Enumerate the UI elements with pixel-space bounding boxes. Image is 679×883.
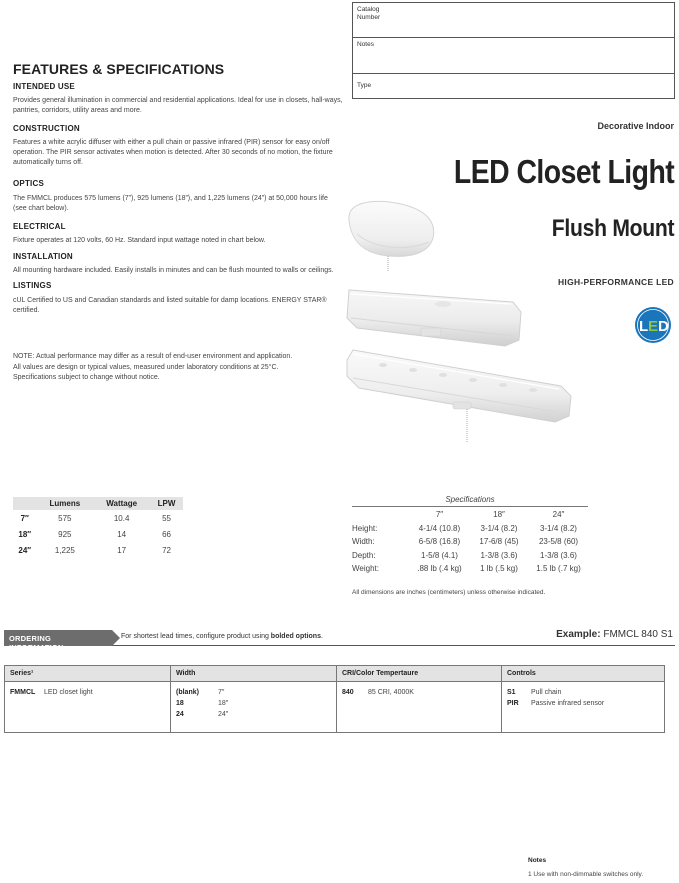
list-item <box>507 698 659 709</box>
section-text-intended-use: Provides general illumination in commercial and residential applications. Ideal for use in closets, hall-ways, pantries, corridors, utility areas and more. <box>13 97 343 114</box>
type-field[interactable] <box>353 74 674 100</box>
specifications-table <box>350 508 590 576</box>
section-heading-electrical: ELECTRICAL <box>13 222 66 231</box>
option-desc: Passive infrared sensor <box>531 700 605 707</box>
spec-header-cell: 24″ <box>552 510 565 520</box>
option-code: FMMCL <box>10 689 36 696</box>
led-logo-icon <box>634 306 672 344</box>
ordering-desc-prefix: For shortest lead times, configure product using <box>121 633 271 640</box>
table-cell: 66 <box>162 529 172 539</box>
table-cell: 24″ <box>18 545 32 555</box>
section-heading-listings: LISTINGS <box>13 281 52 290</box>
type-label: Type <box>357 82 372 89</box>
table-row <box>350 549 590 563</box>
svg-text:L: L <box>639 318 649 335</box>
ordering-column-width <box>171 666 337 732</box>
option-code: 840 <box>342 689 354 696</box>
specifications-caption: Specifications <box>445 495 495 504</box>
ordering-table <box>4 665 665 733</box>
option-code: 24 <box>176 711 184 718</box>
table-cell: 575 <box>58 513 72 523</box>
table-cell: 6-5/8 (16.8) <box>418 537 461 547</box>
table-cell: 1-5/8 (4.1) <box>421 550 458 560</box>
table-row <box>350 535 590 549</box>
ordering-desc-suffix: . <box>320 633 323 640</box>
list-item <box>176 709 331 720</box>
product-image <box>343 190 583 450</box>
section-text-listings: cUL Certified to US and Canadian standards and listed suitable for damp locations. ENERGY STAR® certified. <box>13 297 327 314</box>
table-cell: 3-1/4 (8.2) <box>480 523 518 533</box>
lumens-header-cell <box>13 497 37 510</box>
table-row <box>13 542 183 558</box>
ordering-example <box>556 629 673 640</box>
lumens-table <box>13 497 183 558</box>
table-cell: 1.5 lb (.7 kg) <box>536 564 581 574</box>
column-header: CRI/Color Tempertaure <box>337 666 501 682</box>
table-cell: 4-1/4 (10.8) <box>418 523 461 533</box>
spec-header-cell: 7″ <box>435 510 444 520</box>
option-desc: 24″ <box>218 711 229 718</box>
column-header: Controls <box>502 666 664 682</box>
option-desc: LED closet light <box>44 689 93 696</box>
list-item <box>507 687 659 698</box>
table-cell: Weight: <box>352 564 379 574</box>
table-cell: 18″ <box>18 529 32 539</box>
table-cell: 3-1/4 (8.2) <box>540 523 577 533</box>
ordering-column-series <box>5 666 171 732</box>
table-cell: 1-3/8 (3.6) <box>480 550 518 560</box>
lumens-header-cell: Wattage <box>93 497 150 510</box>
option-code: PIR <box>507 700 519 707</box>
column-header: Series¹ <box>5 666 170 682</box>
notes-label: Notes <box>357 41 374 48</box>
option-desc: 7″ <box>218 689 225 696</box>
dimensions-note: All dimensions are inches (centimeters) unless otherwise indicated. <box>352 589 546 596</box>
table-row <box>350 522 590 536</box>
lumens-header-cell: LPW <box>150 497 183 510</box>
note-line: NOTE: Actual performance may differ as a result of end-user environment and application. <box>13 353 293 360</box>
option-desc: Pull chain <box>531 689 562 696</box>
section-text-optics: The FMMCL produces 575 lumens (7”), 925 lumens (18”), and 1,225 lumens (24”) at 50,000 hours life (see chart below). <box>13 195 328 212</box>
option-code: (blank) <box>176 689 199 696</box>
ordering-desc-bold: bolded options <box>270 633 321 640</box>
option-code: S1 <box>507 689 516 696</box>
ordering-description <box>121 633 323 640</box>
ordering-column-controls <box>502 666 664 732</box>
table-cell: 14 <box>117 529 127 539</box>
product-subtitle: Flush Mount <box>551 215 674 242</box>
section-text-construction: Features a white acrylic diffuser with either a pull chain or passive infrared (PIR) sensor for easy on/off operation. The PIR sensor activates when motion is detected. After 30 seconds of no motion, the fixture automatically turns off. <box>13 139 333 166</box>
option-code: 18 <box>176 700 184 707</box>
table-cell: 72 <box>162 545 172 555</box>
footnote-item: 1 Use with non-dimmable switches only. <box>528 871 644 878</box>
table-cell: 10.4 <box>113 513 130 523</box>
table-row <box>13 526 183 542</box>
list-item <box>176 698 331 709</box>
spec-header-row <box>350 508 590 522</box>
svg-text:D: D <box>658 318 669 335</box>
table-cell: 1,225 <box>54 545 75 555</box>
section-heading-construction: CONSTRUCTION <box>13 124 80 133</box>
table-cell: .88 lb (.4 kg) <box>417 564 462 574</box>
table-cell: 925 <box>58 529 72 539</box>
column-header: Width <box>171 666 336 682</box>
ordering-column-cri <box>337 666 502 732</box>
features-title: FEATURES & SPECIFICATIONS <box>13 61 225 77</box>
table-cell: 17-6/8 (45) <box>479 537 519 547</box>
catalog-label: Catalog <box>357 6 380 13</box>
list-item <box>342 687 496 698</box>
note-line: Specifications subject to change without notice. <box>13 374 160 381</box>
table-cell: 1-3/8 (3.6) <box>540 550 577 560</box>
table-cell: 55 <box>162 513 172 523</box>
section-text-installation: All mounting hardware included. Easily installs in minutes and can be flush mounted to walls or ceilings. <box>13 267 334 274</box>
section-heading-installation: INSTALLATION <box>13 252 73 261</box>
example-label: Example: <box>556 629 601 640</box>
option-desc: 85 CRI, 4000K <box>368 689 414 696</box>
product-category: Decorative Indoor <box>597 121 674 131</box>
ordering-tab: ORDERING INFORMATION <box>4 630 112 646</box>
performance-note <box>13 352 343 384</box>
section-heading-intended-use: INTENDED USE <box>13 82 75 91</box>
example-value: FMMCL 840 S1 <box>603 629 673 640</box>
note-line: All values are design or typical values, measured under laboratory conditions at 25°C. <box>13 363 279 371</box>
lumens-header-cell: Lumens <box>37 497 94 510</box>
table-cell: 7″ <box>20 513 29 523</box>
table-cell: Width: <box>352 537 375 547</box>
list-item <box>176 687 331 698</box>
option-desc: 18″ <box>218 700 229 707</box>
lumens-table-header <box>13 497 183 510</box>
footnotes-heading: Notes <box>528 857 547 864</box>
table-row <box>350 562 590 576</box>
section-text-electrical: Fixture operates at 120 volts, 60 Hz. Standard input wattage noted in chart below. <box>13 237 266 244</box>
catalog-box <box>352 2 675 99</box>
svg-text:E: E <box>648 318 659 335</box>
table-cell: Height: <box>352 523 378 533</box>
product-tagline: HIGH-PERFORMANCE LED <box>557 277 674 287</box>
table-row <box>13 510 183 526</box>
section-heading-optics: OPTICS <box>13 179 44 188</box>
spec-header-cell: 18″ <box>493 510 505 520</box>
table-cell: 17 <box>117 545 127 555</box>
table-cell: Depth: <box>352 550 376 560</box>
number-label: Number <box>357 14 381 21</box>
catalog-number-field[interactable] <box>353 3 674 38</box>
table-cell: 23-5/8 (60) <box>538 537 579 547</box>
table-cell: 1 lb (.5 kg) <box>480 564 518 574</box>
spec-header-cell <box>350 508 408 522</box>
product-title: LED Closet Light <box>453 153 674 190</box>
divider <box>352 506 588 507</box>
notes-field[interactable] <box>353 38 674 74</box>
list-item <box>10 687 165 698</box>
